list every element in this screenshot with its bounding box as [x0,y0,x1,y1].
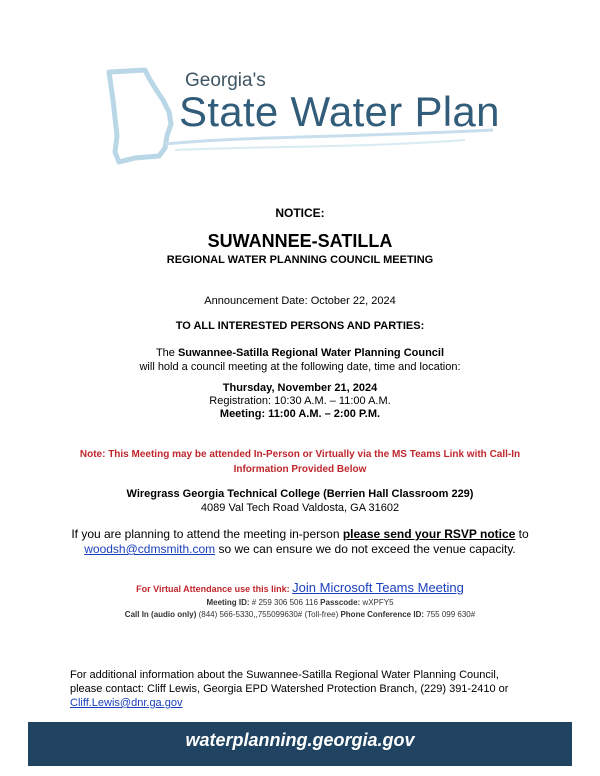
additional-line2: please contact: Cliff Lewis, Georgia EPD Watershed Protection Branch, (229) 391-2410 or [70,683,509,695]
callin-number: (844) 566-5330,,755099630# (Toll-free) [196,610,341,619]
callin-line [0,610,600,619]
additional-line1: For additional information about the Suwannee-Satilla Regional Water Planning Council, [70,669,499,681]
footer-url[interactable]: waterplanning.georgia.gov [185,730,415,750]
passcode: wXPFY5 [360,598,394,607]
notice-heading: NOTICE: [275,206,325,220]
contact-email-link[interactable]: Cliff.Lewis@dnr.ga.gov [70,697,183,709]
rsvp-email-link[interactable]: woodsh@cdmsmith.com [84,542,216,556]
registration-time: Registration: 10:30 A.M. – 11:00 A.M. [209,395,391,407]
page-subtitle: REGIONAL WATER PLANNING COUNCIL MEETING [166,254,434,266]
venue-name: Wiregrass Georgia Technical College (Berrien Hall Classroom 229) [126,488,474,500]
logo-state-water-plan: State Water Plan [179,88,500,135]
conference-id-label: Phone Conference ID: [340,610,425,619]
teams-meeting-link[interactable]: Join Microsoft Teams Meeting [292,580,464,595]
virtual-label: For Virtual Attendance use this link: [136,584,293,594]
intro-prefix: The [155,347,178,359]
page-title: SUWANNEE-SATILLA [207,231,393,251]
meeting-id: # 259 306 506 116 [249,598,321,607]
intro-paragraph [0,346,600,374]
rsvp-paragraph [0,527,600,557]
venue-block [0,487,600,515]
meeting-date: Thursday, November 21, 2024 [222,382,378,394]
rsvp-line2: so we can ensure we do not exceed the venue capacity. [215,542,516,556]
note-line1: Note: This Meeting may be attended In-Person or Virtually via the MS Teams Link with Call-In [79,449,521,460]
intro-line2: will hold a council meeting at the following date, time and location: [139,361,461,373]
venue-address: 4089 Val Tech Road Valdosta, GA 31602 [200,502,400,514]
logo-georgias: Georgia's [185,70,266,91]
council-name: Suwannee-Satilla Regional Water Planning Council [177,347,445,359]
rsvp-emphasis: please send your RSVP notice [342,527,516,541]
note-line2: Information Provided Below [233,464,367,475]
additional-info [70,668,540,710]
meeting-id-label: Meeting ID: [206,598,250,607]
footer-banner [28,722,572,766]
callin-label: Call In (audio only) [124,610,197,619]
meeting-schedule [0,382,600,421]
meeting-time: Meeting: 11:00 A.M. – 2:00 P.M. [219,408,381,420]
meeting-id-line [0,598,600,607]
announcement-date: Announcement Date: October 22, 2024 [204,295,396,307]
to-all-heading: TO ALL INTERESTED PERSONS AND PARTIES: [175,320,425,332]
attendance-note [0,447,600,477]
state-water-plan-logo [105,66,500,166]
rsvp-prefix: If you are planning to attend the meeting in-person [71,527,343,541]
rsvp-suffix: to [515,527,529,541]
virtual-attendance [0,580,600,595]
conference-id: 755 099 630# [424,610,476,619]
passcode-label: Passcode: [320,598,361,607]
